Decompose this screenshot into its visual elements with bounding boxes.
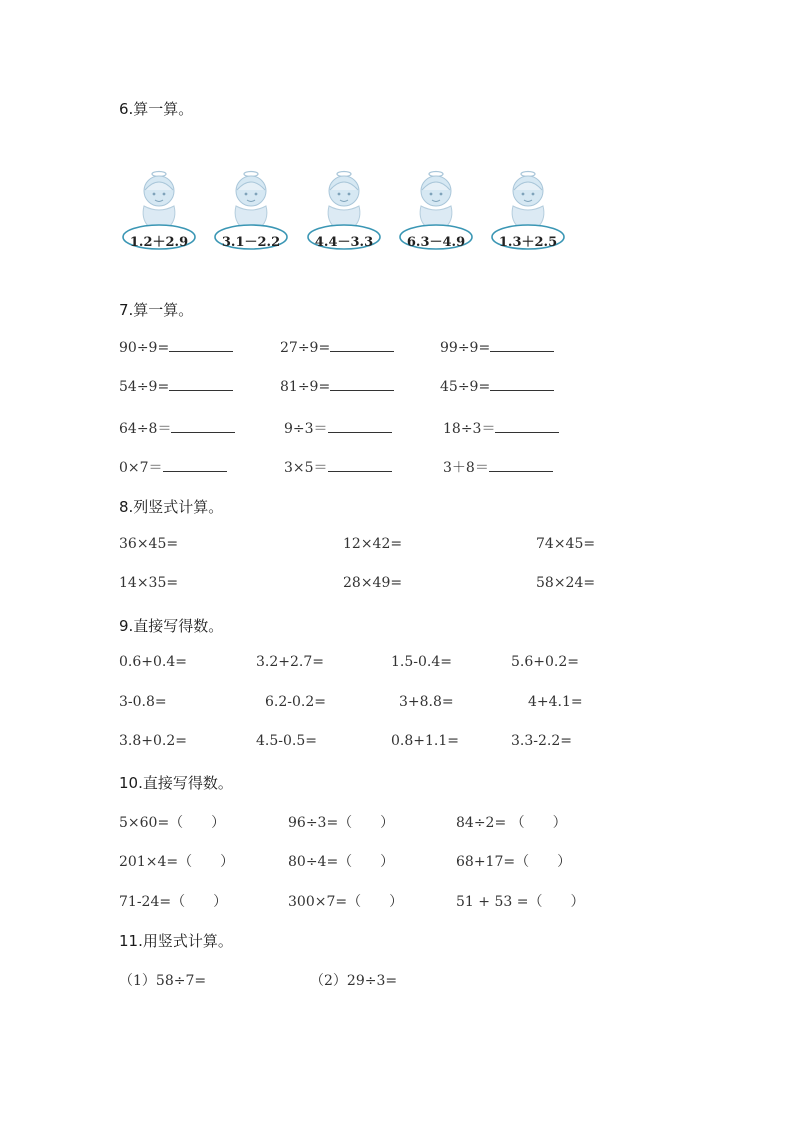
section-7-heading: 7.算一算。 xyxy=(119,301,194,319)
problem-item: 80÷4=（ ） xyxy=(288,854,395,870)
answer-blank[interactable] xyxy=(490,378,554,391)
answer-blank[interactable] xyxy=(330,378,394,391)
problem-item: 99÷9= xyxy=(440,339,554,356)
problem-item: 4.5-0.5= xyxy=(256,733,317,749)
problem-item: 0.8+1.1= xyxy=(391,733,459,749)
problem-item: 96÷3=（ ） xyxy=(288,815,395,831)
problem-item: 90÷9= xyxy=(119,339,233,356)
answer-blank[interactable] xyxy=(328,420,392,433)
problem-item: 64÷8＝ xyxy=(119,418,235,438)
problem-item: 5×60=（ ） xyxy=(119,815,226,831)
problem-item: （2）29÷3= xyxy=(310,973,398,989)
exercise-bubble-2 xyxy=(213,170,289,252)
problem-item: 54÷9= xyxy=(119,378,233,395)
answer-blank[interactable] xyxy=(171,420,235,433)
problem-item: 18÷3＝ xyxy=(443,418,559,438)
bubble-expression: 3.1－2.2 xyxy=(221,235,281,250)
problem-item: 4+4.1= xyxy=(528,694,583,710)
answer-blank[interactable] xyxy=(169,339,233,352)
problem-item: 0×7＝ xyxy=(119,457,227,477)
answer-blank[interactable] xyxy=(490,339,554,352)
problem-item: 0.6+0.4= xyxy=(119,654,187,670)
section-6-heading: 6.算一算。 xyxy=(119,100,194,118)
problem-item: 74×45= xyxy=(536,536,596,552)
problem-item: 27÷9= xyxy=(280,339,394,356)
problem-item: 28×49= xyxy=(343,575,403,591)
section-10-heading: 10.直接写得数。 xyxy=(119,774,233,792)
answer-blank[interactable] xyxy=(163,459,227,472)
exercise-bubble-4 xyxy=(398,170,474,252)
answer-blank[interactable] xyxy=(328,459,392,472)
problem-item: 68+17=（ ） xyxy=(456,854,572,870)
exercise-bubble-5 xyxy=(490,170,566,252)
problem-item: 300×7=（ ） xyxy=(288,894,404,910)
answer-blank[interactable] xyxy=(489,459,553,472)
problem-item: 9÷3＝ xyxy=(284,418,392,438)
problem-item: 3.3-2.2= xyxy=(511,733,572,749)
problem-item: 81÷9= xyxy=(280,378,394,395)
bubble-expression: 4.4－3.3 xyxy=(314,235,374,250)
problem-item: 201×4=（ ） xyxy=(119,854,235,870)
problem-item: 3-0.8= xyxy=(119,694,167,710)
problem-item: 84÷2= （ ） xyxy=(456,815,567,831)
problem-item: 6.2-0.2= xyxy=(265,694,326,710)
answer-blank[interactable] xyxy=(169,378,233,391)
answer-blank[interactable] xyxy=(495,420,559,433)
problem-item: 71-24=（ ） xyxy=(119,894,228,910)
problem-item: 3×5＝ xyxy=(284,457,392,477)
problem-item: 5.6+0.2= xyxy=(511,654,579,670)
bubble-expression: 1.3＋2.5 xyxy=(498,235,558,250)
section-11-heading: 11.用竖式计算。 xyxy=(119,932,233,950)
problem-item: （1）58÷7= xyxy=(119,973,207,989)
section-9-heading: 9.直接写得数。 xyxy=(119,617,224,635)
problem-item: 58×24= xyxy=(536,575,596,591)
problem-item: 1.5-0.4= xyxy=(391,654,452,670)
bubble-expression: 1.2＋2.9 xyxy=(129,235,189,250)
problem-item: 36×45= xyxy=(119,536,179,552)
section-8-heading: 8.列竖式计算。 xyxy=(119,498,224,516)
problem-item: 45÷9= xyxy=(440,378,554,395)
problem-item: 14×35= xyxy=(119,575,179,591)
problem-item: 3.8+0.2= xyxy=(119,733,187,749)
problem-item: 12×42= xyxy=(343,536,403,552)
answer-blank[interactable] xyxy=(330,339,394,352)
bubble-expression: 6.3－4.9 xyxy=(406,235,466,250)
problem-item: 3.2+2.7= xyxy=(256,654,324,670)
exercise-bubble-3 xyxy=(306,170,382,252)
problem-item: 3＋8＝ xyxy=(443,457,553,477)
exercise-bubble-1 xyxy=(121,170,197,252)
problem-item: 3+8.8= xyxy=(399,694,454,710)
problem-item: 51 + 53 =（ ） xyxy=(456,894,585,910)
